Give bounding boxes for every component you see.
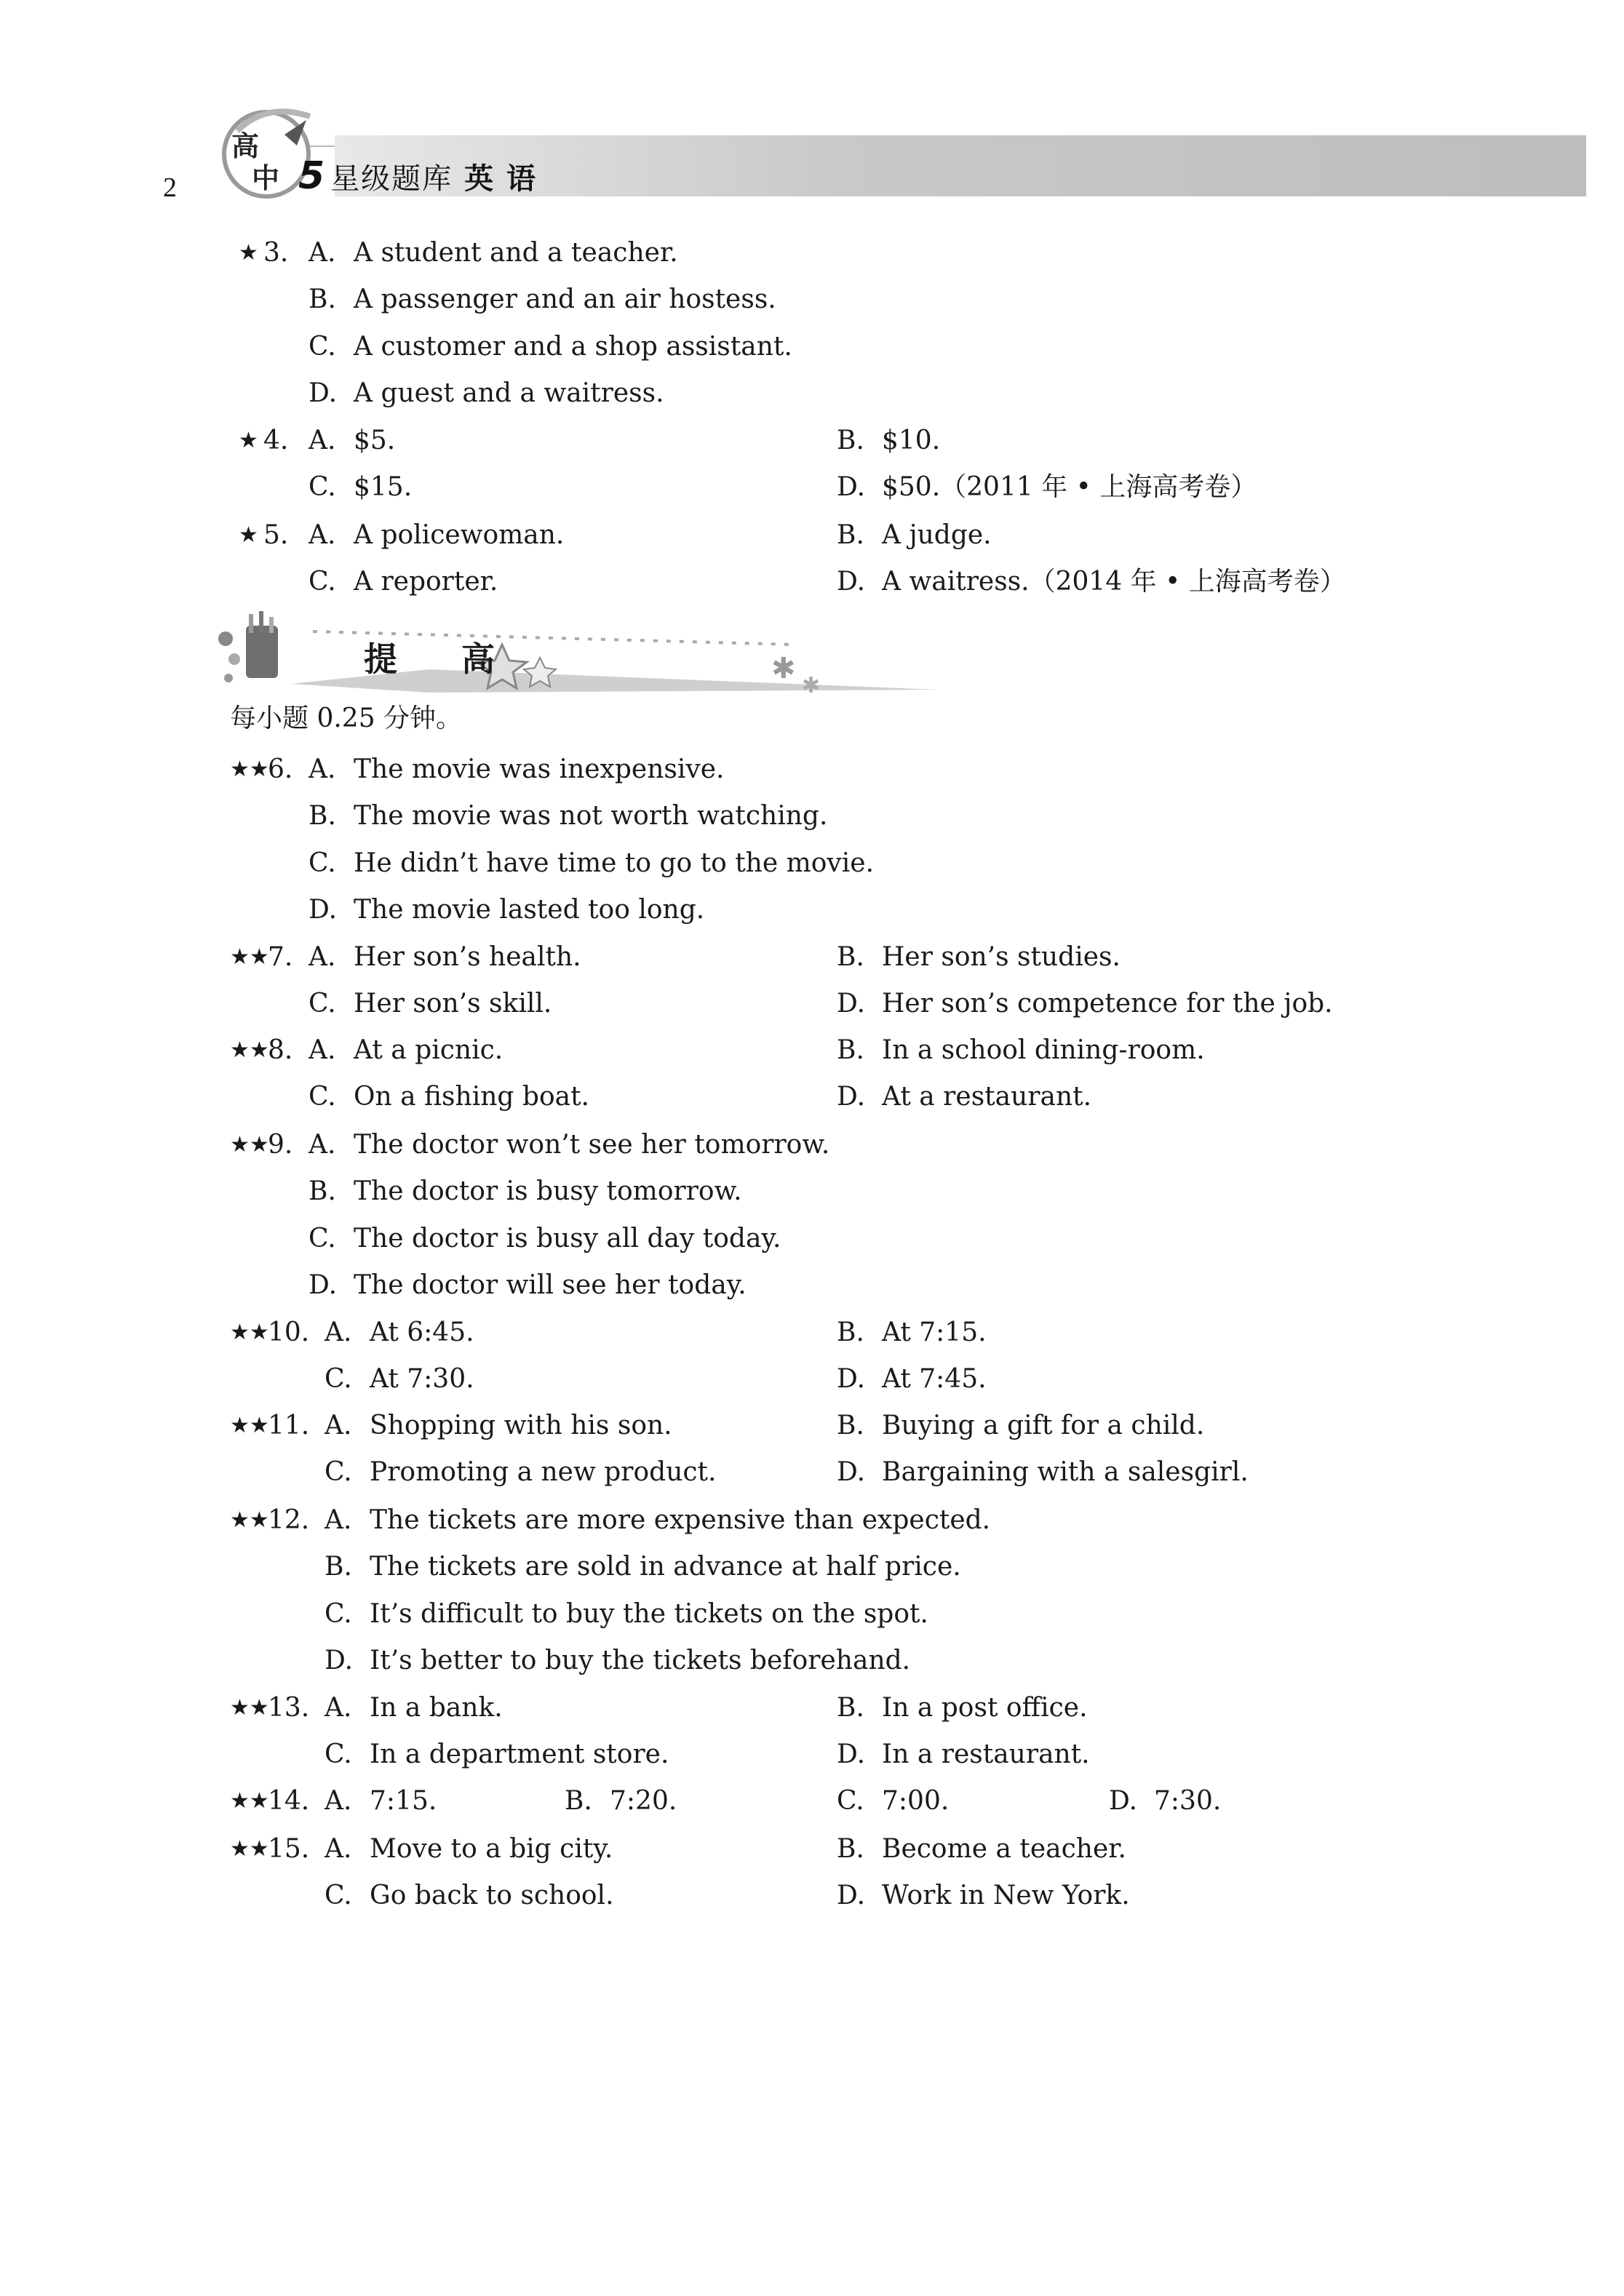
option-text: $15. [354,472,413,503]
option-text: $10. [882,426,941,455]
option-letter: A. [309,1130,336,1160]
difficulty-stars: ★★ [230,1836,269,1862]
option-text: A policewoman. [354,520,565,550]
option-letter: A. [309,1035,336,1065]
option-letter: B. [565,1786,592,1816]
option-letter: D. [1109,1786,1138,1816]
option-letter: C. [309,989,336,1019]
option-text: The movie was not worth watching. [354,801,828,832]
question-number: 12. [268,1505,310,1535]
option-text: The tickets are sold in advance at half price. [370,1552,961,1582]
option-letter: B. [837,1318,864,1347]
option-letter: A. [309,754,336,784]
option-letter: A. [325,1318,352,1347]
option-letter: A. [309,520,336,550]
question-number: 7. [268,942,293,972]
option-text: Buying a gift for a child. [882,1411,1205,1440]
option-text: $5. [354,426,396,455]
difficulty-stars: ★★ [230,944,269,970]
option-text: Her son’s competence for the job. [882,989,1333,1019]
logo-char-2: 中 [252,162,280,194]
option-text: It’s better to buy the tickets beforehand. [370,1646,911,1676]
option-letter: C. [837,1786,864,1816]
option-text: The movie lasted too long. [354,895,705,925]
difficulty-stars: ★★ [230,1132,269,1157]
question-number: 5. [263,520,289,550]
question-number: 15. [268,1834,310,1864]
option-letter: D. [325,1646,354,1676]
option-text: At 7:15. [882,1318,987,1347]
question-number: 13. [268,1693,310,1723]
option-letter: C. [309,1082,336,1112]
option-text: It’s difficult to buy the tickets on the spot. [370,1598,928,1629]
option-text: At a restaurant. [882,1082,1092,1112]
option-letter: A. [309,942,336,972]
option-text: A waitress.（2014 年 • 上海高考卷） [882,567,1346,597]
option-text: 7:30. [1154,1786,1222,1816]
option-letter: D. [309,378,338,409]
option-text: Her son’s skill. [354,989,552,1019]
option-letter: C. [309,1223,336,1253]
series-title: 星级题库 [330,162,453,196]
option-text: In a department store. [370,1739,669,1770]
option-text: The movie was inexpensive. [354,754,725,784]
option-letter: C. [325,1881,352,1911]
option-letter: D. [837,1364,866,1395]
option-text: Go back to school. [370,1881,614,1911]
svg-text:✱: ✱ [802,673,821,698]
option-text: The doctor is busy tomorrow. [354,1176,742,1207]
option-letter: B. [309,284,336,315]
option-text: The doctor won’t see her tomorrow. [354,1130,830,1160]
option-letter: C. [325,1457,352,1488]
difficulty-stars: ★ [239,428,258,453]
option-letter: D. [837,472,866,503]
option-letter: B. [837,942,864,972]
option-text: In a post office. [882,1693,1088,1723]
book-title [298,154,537,198]
option-text: A passenger and an air hostess. [354,284,776,315]
option-letter: D. [309,895,338,925]
difficulty-stars: ★★ [230,1788,269,1814]
option-text: In a bank. [370,1693,503,1723]
option-letter: B. [309,801,336,832]
option-text: Shopping with his son. [370,1411,672,1440]
option-text: On a fishing boat. [354,1082,589,1112]
option-text: A judge. [882,520,992,550]
option-text: Bargaining with a salesgirl. [882,1457,1249,1488]
option-letter: A. [325,1786,352,1816]
option-text: 7:20. [610,1786,677,1816]
difficulty-stars: ★★ [230,1507,269,1533]
option-letter: D. [837,1082,866,1112]
option-letter: C. [325,1739,352,1770]
series-number: 5 [298,154,327,198]
question-number: 10. [268,1318,310,1347]
option-text: Work in New York. [882,1881,1130,1911]
option-letter: C. [309,472,336,503]
difficulty-stars: ★★ [230,1037,269,1063]
option-text: The doctor will see her today. [354,1270,747,1301]
option-letter: D. [837,1739,866,1770]
option-text: In a school dining-room. [882,1035,1205,1065]
difficulty-stars: ★★ [230,1413,269,1438]
option-letter: A. [325,1834,352,1864]
option-text: Her son’s studies. [882,942,1121,972]
svg-text:✱: ✱ [771,652,796,685]
option-letter: C. [309,567,336,597]
option-text: Move to a big city. [370,1834,613,1864]
option-letter: B. [837,426,864,455]
option-text: A student and a teacher. [354,238,678,268]
question-number: 11. [268,1411,310,1440]
option-letter: C. [309,331,336,362]
option-letter: A. [325,1411,352,1440]
option-text: At a picnic. [354,1035,503,1065]
option-letter: A. [325,1505,352,1535]
difficulty-stars: ★★ [230,1695,269,1721]
option-text: Become a teacher. [882,1834,1126,1864]
difficulty-stars: ★ [239,240,258,266]
option-letter: B. [837,1693,864,1723]
option-text: 7:15. [370,1786,437,1816]
option-text: Promoting a new product. [370,1457,717,1488]
option-letter: B. [837,1035,864,1065]
page-number: 2 [163,172,177,203]
option-text: 7:00. [882,1786,950,1816]
question-number: 3. [263,238,289,268]
question-number: 4. [263,426,289,455]
option-letter: C. [309,848,336,878]
option-text: The doctor is busy all day today. [354,1223,781,1253]
question-number: 8. [268,1035,293,1065]
option-text: Her son’s health. [354,942,581,972]
logo-char-1: 高 [231,130,260,162]
option-letter: D. [837,1881,866,1911]
question-number: 6. [268,754,293,784]
difficulty-stars: ★★ [230,757,269,782]
option-letter: B. [325,1552,352,1582]
option-text: $50.（2011 年 • 上海高考卷） [882,472,1257,503]
option-letter: D. [309,1270,338,1301]
option-letter: D. [837,989,866,1019]
option-text: In a restaurant. [882,1739,1090,1770]
option-text: A guest and a waitress. [354,378,664,409]
option-letter: B. [837,1834,864,1864]
option-text: A customer and a shop assistant. [354,331,792,362]
subject-label: 英 语 [464,162,538,196]
question-number: 14. [268,1786,310,1816]
option-letter: A. [325,1693,352,1723]
option-letter: C. [325,1364,352,1395]
option-text: At 7:30. [370,1364,474,1395]
option-letter: A. [309,426,336,455]
option-text: At 7:45. [882,1364,987,1395]
option-text: At 6:45. [370,1318,474,1347]
option-letter: D. [837,1457,866,1488]
option-letter: D. [837,567,866,597]
difficulty-stars: ★ [239,522,258,548]
option-letter: A. [309,238,336,268]
option-text: He didn’t have time to go to the movie. [354,848,875,878]
option-letter: B. [837,520,864,550]
question-number: 9. [268,1130,293,1160]
section-note: 每小题 0.25 分钟。 [230,703,463,733]
difficulty-stars: ★★ [230,1320,269,1345]
option-text: The tickets are more expensive than expected. [370,1505,991,1535]
section-title: 提 高 [364,639,522,679]
option-text: A reporter. [354,567,498,597]
option-letter: C. [325,1598,352,1629]
option-letter: B. [837,1411,864,1440]
section-banner-graphic [211,611,960,698]
option-letter: B. [309,1176,336,1207]
